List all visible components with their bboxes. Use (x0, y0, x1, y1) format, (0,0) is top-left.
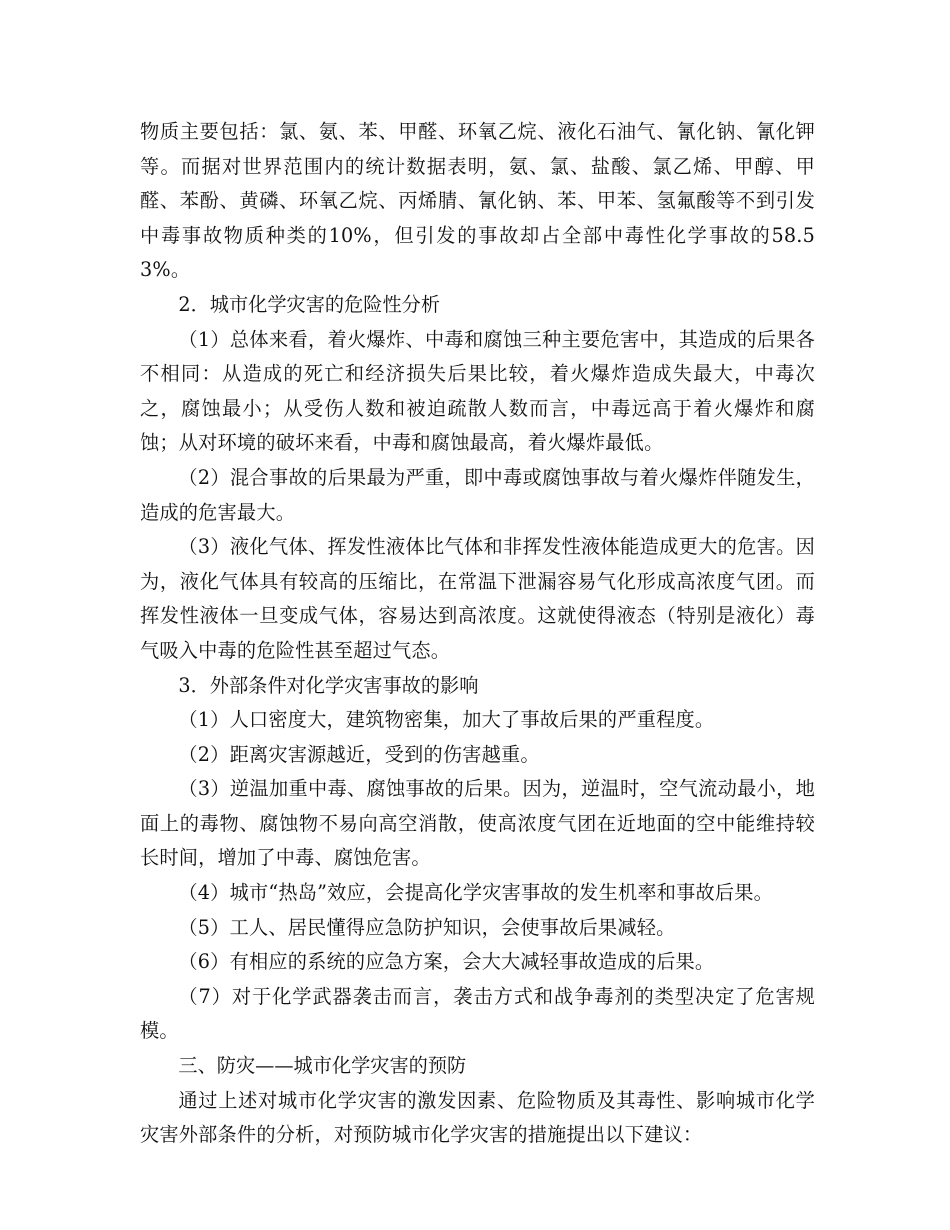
paragraph-condition-4: （4）城市“热岛”效应，会提高化学灾害事故的发生机率和事故后果。 (178, 881, 774, 905)
paragraph-condition-5: （5）工人、居民懂得应急防护知识，会使事故后果减轻。 (178, 915, 676, 939)
paragraph-prevention-intro: 通过上述对城市化学灾害的激发因素、危险物质及其毒性、影响城市化学灾害外部条件的分析，对预防城市化学灾害的措施提出以下建议： (140, 1088, 815, 1147)
section-heading-prevention: 三、防灾——城市化学灾害的预防 (178, 1054, 467, 1078)
paragraph-risk-3: （3）液化气体、挥发性液体比气体和非挥发性液体能造成更大的危害。因为，液化气体具有较高的压缩比，在常温下泄漏容易气化形成高浓度气团。而挥发性液体一旦变成气体，容易达到高浓度。这就使得液态（特别是液化）毒气吸入中毒的危险性甚至超过气态。 (140, 535, 815, 662)
paragraph-condition-2: （2）距离灾害源越近，受到的伤害越重。 (178, 742, 540, 766)
section-heading-risk-analysis: 2．城市化学灾害的危险性分析 (178, 292, 441, 316)
section-heading-external-conditions: 3．外部条件对化学灾害事故的影响 (178, 673, 479, 697)
paragraph-condition-3: （3）逆温加重中毒、腐蚀事故的后果。因为，逆温时，空气流动最小，地面上的毒物、腐蚀物不易向高空消散，使高浓度气团在近地面的空中能维持较长时间，增加了中毒、腐蚀危害。 (140, 777, 815, 870)
paragraph-risk-1: （1）总体来看，着火爆炸、中毒和腐蚀三种主要危害中，其造成的后果各不相同：从造成的死亡和经济损失后果比较，着火爆炸造成失最大，中毒次之，腐蚀最小；从受伤人数和被迫疏散人数而言，中毒远高于着火爆炸和腐蚀；从对环境的破坏来看，中毒和腐蚀最高，着火爆炸最低。 (140, 327, 815, 455)
paragraph-condition-7: （7）对于化学武器袭击而言，袭击方式和战争毒剂的类型决定了危害规模。 (140, 984, 815, 1043)
paragraph-condition-6: （6）有相应的系统的应急方案，会大大减轻事故造成的后果。 (178, 950, 715, 974)
paragraph-condition-1: （1）人口密度大，建筑物密集，加大了事故后果的严重程度。 (178, 708, 715, 732)
paragraph-risk-2: （2）混合事故的后果最为严重，即中毒或腐蚀事故与着火爆炸伴随发生，造成的危害最大。 (140, 465, 815, 524)
document-page (140, 115, 815, 1153)
paragraph-hazardous-substances: 物质主要包括：氯、氨、苯、甲醛、环氧乙烷、液化石油气、氰化钠、氰化钾等。而据对世界范围内的统计数据表明，氨、氯、盐酸、氯乙烯、甲醇、甲醛、苯酚、黄磷、环氧乙烷、丙烯腈、氰化钠、苯、甲苯、氢氟酸等不到引发中毒事故物质种类的10%，但引发的事故却占全部中毒性化学事故的58.53%。 (140, 120, 815, 282)
